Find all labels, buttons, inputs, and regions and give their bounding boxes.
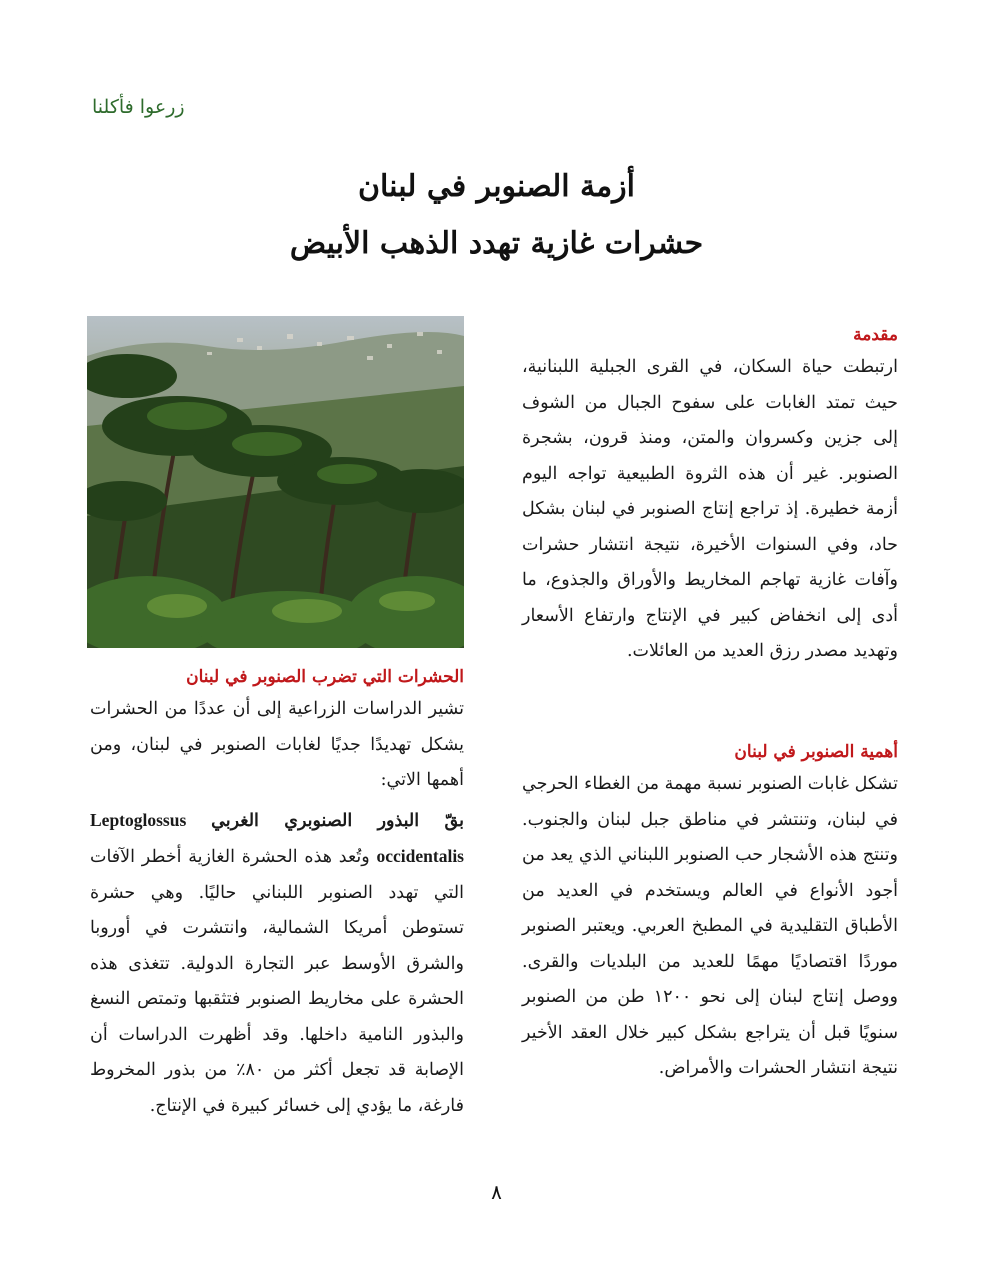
intro-body: ارتبطت حياة السكان، في القرى الجبلية اللبنانية، حيث تمتد الغابات على سفوح الجبال من الشوف إلى جزين وكسروان والمتن، ومنذ قرون، بشجرة الصنوبر. غير أن هذه الثروة الطبيعية تواجه اليوم أزمة خطيرة. إذ تراجع إنتاج الصنوبر في لبنان بشكل حاد، وفي السنوات الأخيرة، نتيجة انتشار حشرات وآفات غازية تهاجم المخاريط والأوراق والجذوع، ما أدى إلى انخفاض كبير في الإنتاج وارتفاع الأسعار وتهديد مصدر رزق العديد من العائلات. (522, 357, 898, 661)
bug-description (90, 803, 464, 1125)
bug-body: وتُعد هذه الحشرة الغازية أخطر الآفات التي تهدد الصنوبر اللبناني حاليًا. وهي حشرة تستوطن أمريكا الشمالية، وانتشرت في أوروبا والشرق الأوسط عبر التجارة الدولية. تتغذى هذه الحشرة على مخاريط الصنوبر فتثقبها وتمتص النسغ والبذور النامية داخلها. وقد أظهرت الدراسات أن الإصابة قد تجعل أكثر من ٨٠٪ من بذور المخروط فارغة، ما يؤدي إلى خسائر كبيرة في الإنتاج. (90, 847, 464, 1116)
insects-heading: الحشرات التي تضرب الصنوبر في لبنان (186, 667, 464, 687)
importance-heading: أهمية الصنوبر في لبنان (734, 742, 898, 762)
bug-name-latin: Leptoglossus occidentalis (90, 809, 464, 866)
brand-label: زرعوا فأكلنا (92, 96, 185, 118)
article-title (0, 160, 993, 274)
intro-section (522, 320, 898, 670)
page-number: ٨ (491, 1180, 502, 1204)
insects-section (90, 662, 464, 1124)
bug-name-arabic: بقّ البذور الصنوبري الغربي (211, 810, 464, 831)
importance-body: تشكل غابات الصنوبر نسبة مهمة من الغطاء الحرجي في لبنان، وتنتشر في مناطق جبل لبنان والجنوب. وتنتج هذه الأشجار حب الصنوبر اللبناني الذي يعد من أجود الأنواع في العالم ويستخدم في العديد من الأطباق التقليدية في المطبخ العربي. ويعتبر الصنوبر موردًا اقتصاديًا مهمًا للعديد من البلديات والقرى. ووصل إنتاج لبنان إلى نحو ١٢٠٠ طن من الصنوبر سنويًا قبل أن يتراجع بشكل كبير خلال العقد الأخير نتيجة انتشار الحشرات والأمراض. (522, 774, 898, 1078)
intro-heading: مقدمة (853, 325, 898, 345)
insects-intro: تشير الدراسات الزراعية إلى أن عددًا من الحشرات يشكل تهديدًا جديًا لغابات الصنوبر في لبنان، ومن أهمها الاتي: (90, 699, 464, 790)
title-line-1: أزمة الصنوبر في لبنان (357, 169, 636, 204)
title-line-2: حشرات غازية تهدد الذهب الأبيض (289, 226, 704, 261)
pine-forest-photo (87, 316, 464, 648)
importance-section (522, 737, 898, 1087)
